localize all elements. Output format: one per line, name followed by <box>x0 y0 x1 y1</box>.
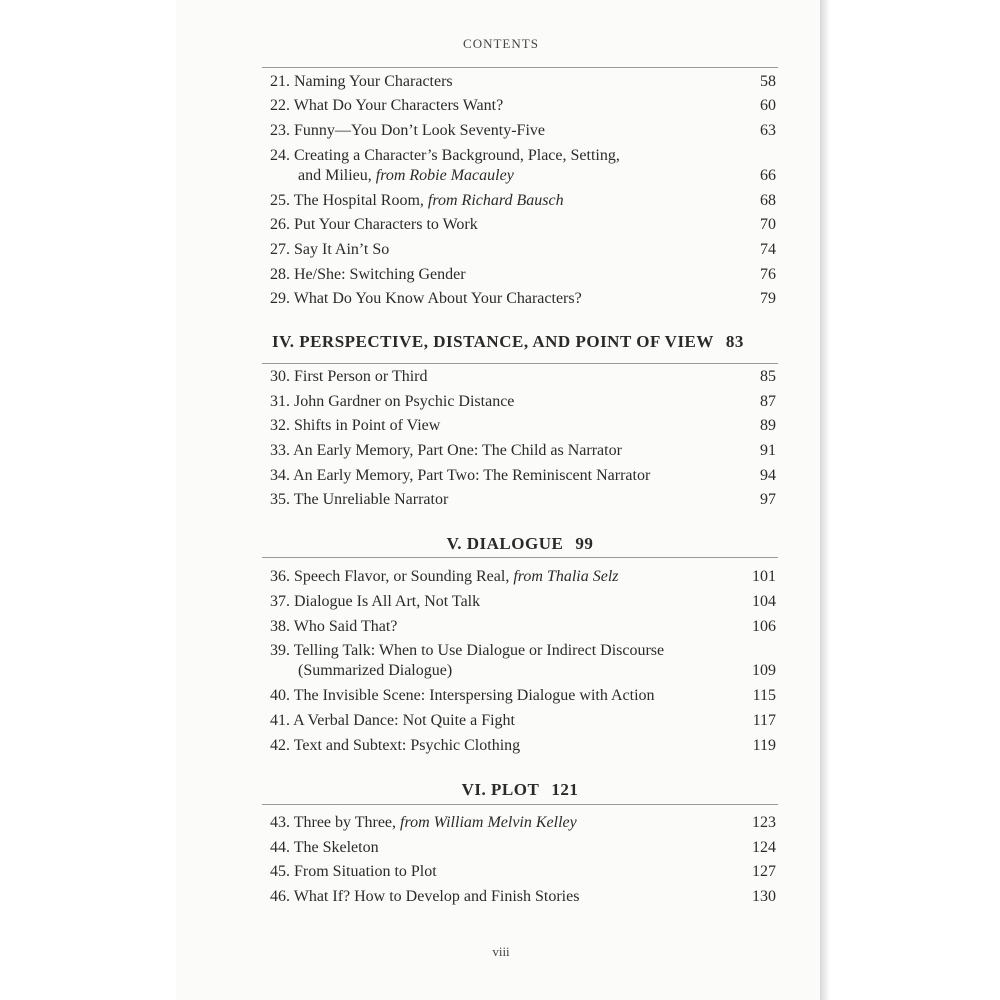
entry-credit: from Thalia Selz <box>513 568 619 585</box>
entry-page: 70 <box>760 216 776 233</box>
section-page: 83 <box>725 332 744 351</box>
entry-page: 123 <box>752 814 776 831</box>
entry-title-text: 36. Speech Flavor, or Sounding Real, <box>270 568 510 585</box>
entry-title: 38. Who Said That? <box>270 618 398 635</box>
entry-title: 31. John Gardner on Psychic Distance <box>270 393 515 410</box>
entry-title-text: 43. Three by Three, <box>270 814 397 831</box>
entry-page: 127 <box>752 863 776 880</box>
section-page: 99 <box>575 534 594 553</box>
entry-title: 46. What If? How to Develop and Finish Stories <box>270 888 580 905</box>
entry-page: 89 <box>760 417 776 434</box>
entry-title: 21. Naming Your Characters <box>270 73 453 90</box>
entry-title <box>298 166 716 186</box>
entry-title: 34. An Early Memory, Part Two: The Reminiscent Narrator <box>270 467 651 484</box>
entry-credit: from Robie Macauley <box>375 167 514 184</box>
entry-page: 66 <box>760 167 776 184</box>
entry-credit: from Richard Bausch <box>427 192 564 209</box>
entry-page: 106 <box>752 618 776 635</box>
entry-page: 68 <box>760 192 776 209</box>
entry-page: 60 <box>760 97 776 114</box>
entry-page: 104 <box>752 593 776 610</box>
entry-page: 124 <box>752 839 776 856</box>
entry-title: 24. Creating a Character’s Background, Place, Setting, <box>270 147 620 164</box>
entry-page: 76 <box>760 266 776 283</box>
entry-title <box>270 567 716 587</box>
entry-title-text: and Milieu, <box>298 167 372 184</box>
entry-title: 39. Telling Talk: When to Use Dialogue or Indirect Discourse <box>270 642 665 659</box>
entry-page: 63 <box>760 122 776 139</box>
entry-page: 130 <box>752 888 776 905</box>
entry-title: 45. From Situation to Plot <box>270 863 437 880</box>
entry-title: 29. What Do You Know About Your Characters? <box>270 290 582 307</box>
entry-title: 28. He/She: Switching Gender <box>270 266 466 283</box>
entry-title: 44. The Skeleton <box>270 839 379 856</box>
page-edge-shadow <box>820 0 830 1000</box>
entry-page: 109 <box>752 662 776 679</box>
page-folio: viii <box>492 944 510 959</box>
entry-title <box>270 813 716 833</box>
entry-title: 32. Shifts in Point of View <box>270 417 441 434</box>
entry-page: 94 <box>760 467 776 484</box>
divider-rule <box>262 363 778 364</box>
entry-page: 97 <box>760 491 776 508</box>
section-heading <box>262 534 778 554</box>
entry-page: 101 <box>752 568 776 585</box>
entry-credit: from William Melvin Kelley <box>400 814 577 831</box>
divider-rule <box>262 557 778 558</box>
entry-title: 37. Dialogue Is All Art, Not Talk <box>270 593 481 610</box>
entry-title: 22. What Do Your Characters Want? <box>270 97 504 114</box>
section-title: VI. PLOT <box>461 780 540 799</box>
entry-title: 33. An Early Memory, Part One: The Child as Narrator <box>270 442 622 459</box>
entry-title: 40. The Invisible Scene: Interspersing Dialogue with Action <box>270 687 655 704</box>
entry-page: 58 <box>760 73 776 90</box>
entry-page: 87 <box>760 393 776 410</box>
entry-page: 85 <box>760 368 776 385</box>
entry-title: 35. The Unreliable Narrator <box>270 491 449 508</box>
running-head: CONTENTS <box>463 36 539 51</box>
entry-page: 115 <box>752 687 776 704</box>
entry-title: (Summarized Dialogue) <box>298 662 453 679</box>
section-title: V. DIALOGUE <box>446 534 564 553</box>
entry-title: 26. Put Your Characters to Work <box>270 216 478 233</box>
entry-title <box>270 191 716 211</box>
divider-rule <box>262 804 778 805</box>
entry-title: 30. First Person or Third <box>270 368 428 385</box>
entry-title: 23. Funny—You Don’t Look Seventy-Five <box>270 122 545 139</box>
section-page: 121 <box>551 780 579 799</box>
entry-page: 117 <box>752 712 776 729</box>
section-heading <box>262 780 778 800</box>
entry-title-text: 25. The Hospital Room, <box>270 192 424 209</box>
entry-page: 91 <box>760 442 776 459</box>
entry-title: 27. Say It Ain’t So <box>270 241 390 258</box>
entry-page: 119 <box>752 737 776 754</box>
entry-title: 41. A Verbal Dance: Not Quite a Fight <box>270 712 515 729</box>
entry-title: 42. Text and Subtext: Psychic Clothing <box>270 737 521 754</box>
section-heading <box>262 332 778 352</box>
divider-rule <box>262 67 778 68</box>
entry-page: 79 <box>760 290 776 307</box>
section-title: IV. PERSPECTIVE, DISTANCE, AND POINT OF VIEW <box>272 332 714 351</box>
entry-page: 74 <box>760 241 776 258</box>
